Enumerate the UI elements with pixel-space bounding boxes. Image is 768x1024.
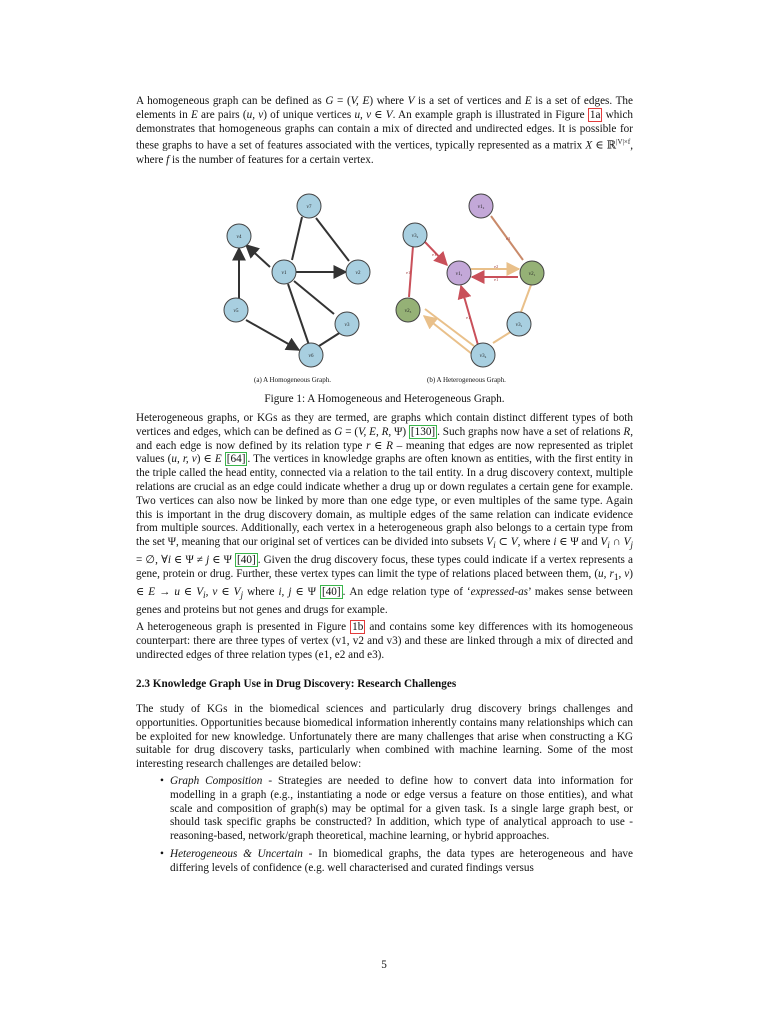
challenge-list: [136, 775, 633, 880]
edge-v34-v31: [493, 331, 512, 343]
edge-v3-v6: [319, 332, 341, 346]
paragraph-homogeneous: A homogeneous graph can be defined as G = (V, E) where V is a set of vertices and E is a set of edges. The elements in E are pairs (u, v) of unique vertices u, v ∈ V. An example graph is illustrated in Figure 1a which demonstrates that homogeneous graphs can contain a mix of directed and undirected edges. It is possible for these graphs to have a set of features associated with the vertices, typically represented as a matrix X ∈ ℝ$^{|V|\times f}$, where f is the number of features for a certain vertex.: [136, 95, 633, 166]
label-v3: v3: [344, 323, 350, 328]
edge-v21-v31: [521, 285, 531, 312]
heterogeneous-nodes: [396, 194, 544, 367]
edge-v1-v3: [294, 281, 334, 314]
label-v1: v1: [281, 271, 287, 276]
para4-text: The study of KGs in the biomedical sciences and particularly drug discovery brings challenges and opportunities. Opportunities because biomedical information inherently contains many relationships which can be exploited for new knowledge. Unfortunately there are many challenges that arise when constructing a KG suitable for drug discovery tasks, particularly when combined with machine learning. Some of the most interesting research challenges are detailed below:: [136, 703, 633, 771]
graph-figure: [136, 188, 633, 373]
edge-v7-v1: [292, 217, 302, 260]
edge-v1-v6: [288, 284, 309, 345]
label-v3-2: v3₂: [411, 234, 419, 239]
list-item: [136, 775, 633, 844]
section-2-3: [136, 678, 633, 690]
figure-1: [136, 188, 633, 388]
list-item-text: - In biomedical graphs, the data types are heterogeneous and have differing levels of confidence (e.g. well characterised and curated findings versus: [170, 847, 633, 874]
section-heading: 2.3 Knowledge Graph Use in Drug Discovery: Research Challenges: [136, 678, 457, 690]
list-item: [136, 848, 633, 876]
edge-label-e1b: e1: [406, 270, 411, 275]
list-item-text: - Strategies are needed to define how to convert data into information for modelling in a graph (e.g., instantiating a node or edge versus a feature on those entities), and what scale and composition of graph(s) may be optimal for a given task. Is a single large graph best, or should task specific graphs be constructed? In addition, which type of analytical approach to use - reasoning-based, network/graph theoretical, machine learning, or hybrid approaches.: [170, 775, 633, 843]
homogeneous-nodes: [224, 194, 370, 367]
paragraph-heterogeneous: Heterogeneous graphs, or KGs as they are termed, are graphs which contain distinct different types of both vertices and edges, which can be defined as G = (V, E, R, Ψ) [130] . Such graphs now have a set of relations R, and each edge is now defined by its relation type r ∈ R – meaning that edges are now represented as triplet values (u, r, v) ∈ E [64] . The vertices in knowledge graphs are often known as entities, with the first entity in the triple called the head entity, connected via a relation to the tail entity. In a drug discovery context, multiple relations are crucial as an edge could indicate whether a drug up or down regulates a certain gene for example. Two vertices can also now be linked by more than one edge type, or even multiples of the same type. Again this is important in the drug discovery domain, as multiple edges of the same relation can indicate evidence from multiple sources. Additionally, each vertex in a heterogeneous graph also belongs to a certain type from the set Ψ, meaning that our original set of vertices can be divided into subsets $V_i$ ⊂ V, where i ∈ Ψ and $V_i$ ∩ $V_j$ = ∅, ∀i ∈ Ψ ≠ j ∈ Ψ [40] . Given the drug discovery focus, these types could indicate if a vertex represents a gene, protein or drug. Further, these vertex types can limit the type of relations placed between them, (u, $r_1$, v) ∈ E → u ∈ $V_i$, v ∈ $V_j$ where i, j ∈ Ψ [40] . An edge relation type of ‘expressed-as’ makes sense between genes and proteins but not genes and drugs for example.: [136, 412, 633, 617]
subcaption-b: (b) A Heterogeneous Graph.: [427, 376, 506, 384]
edge-label-e1c: e1: [466, 315, 471, 320]
subcaption-a: (a) A Homogeneous Graph.: [254, 376, 331, 384]
edge-label-e3: e3: [506, 236, 511, 241]
label-v2: v2: [355, 271, 361, 276]
edge-v7-v2: [316, 218, 349, 261]
edge-v5-v6: [246, 320, 299, 350]
label-v1-1: v1₁: [455, 272, 463, 277]
edge-label-e2: e2: [494, 264, 499, 269]
label-v3-1: v3₁: [515, 323, 523, 328]
bullet-icon: •: [160, 847, 164, 860]
page-number: 5: [381, 959, 387, 971]
edge-v1-v4: [246, 245, 270, 267]
label-v7: v7: [306, 205, 312, 210]
list-item-term: Graph Composition: [170, 775, 263, 787]
bullet-icon: •: [160, 775, 164, 787]
label-v1-2: v1₂: [477, 205, 485, 210]
label-v3-4: v3₄: [479, 354, 487, 359]
label-v5: v5: [233, 309, 239, 314]
label-v6: v6: [308, 354, 314, 359]
label-v2-3: v2₃: [404, 309, 412, 314]
edge-v34-v23: [424, 316, 472, 354]
label-v2-1: v2₁: [528, 272, 536, 277]
label-v4: v4: [236, 235, 242, 240]
paragraph-research-challenges: [136, 703, 633, 772]
edge-label-e1d: e1: [494, 277, 499, 282]
list-item-term: Heterogeneous & Uncertain: [170, 847, 303, 860]
edge-label-e1: e1: [432, 252, 437, 257]
paragraph-figure1b: A heterogeneous graph is presented in Figure 1b and contains some key differences with its homogeneous counterpart: there are three types of vertex (v1, v2 and v3) and these are linked through a mix of directed and undirected edges of three relation types (e1, e2 and e3).: [136, 621, 633, 661]
figure-caption: Figure 1: A Homogeneous and Heterogeneous Graph.: [264, 393, 505, 405]
